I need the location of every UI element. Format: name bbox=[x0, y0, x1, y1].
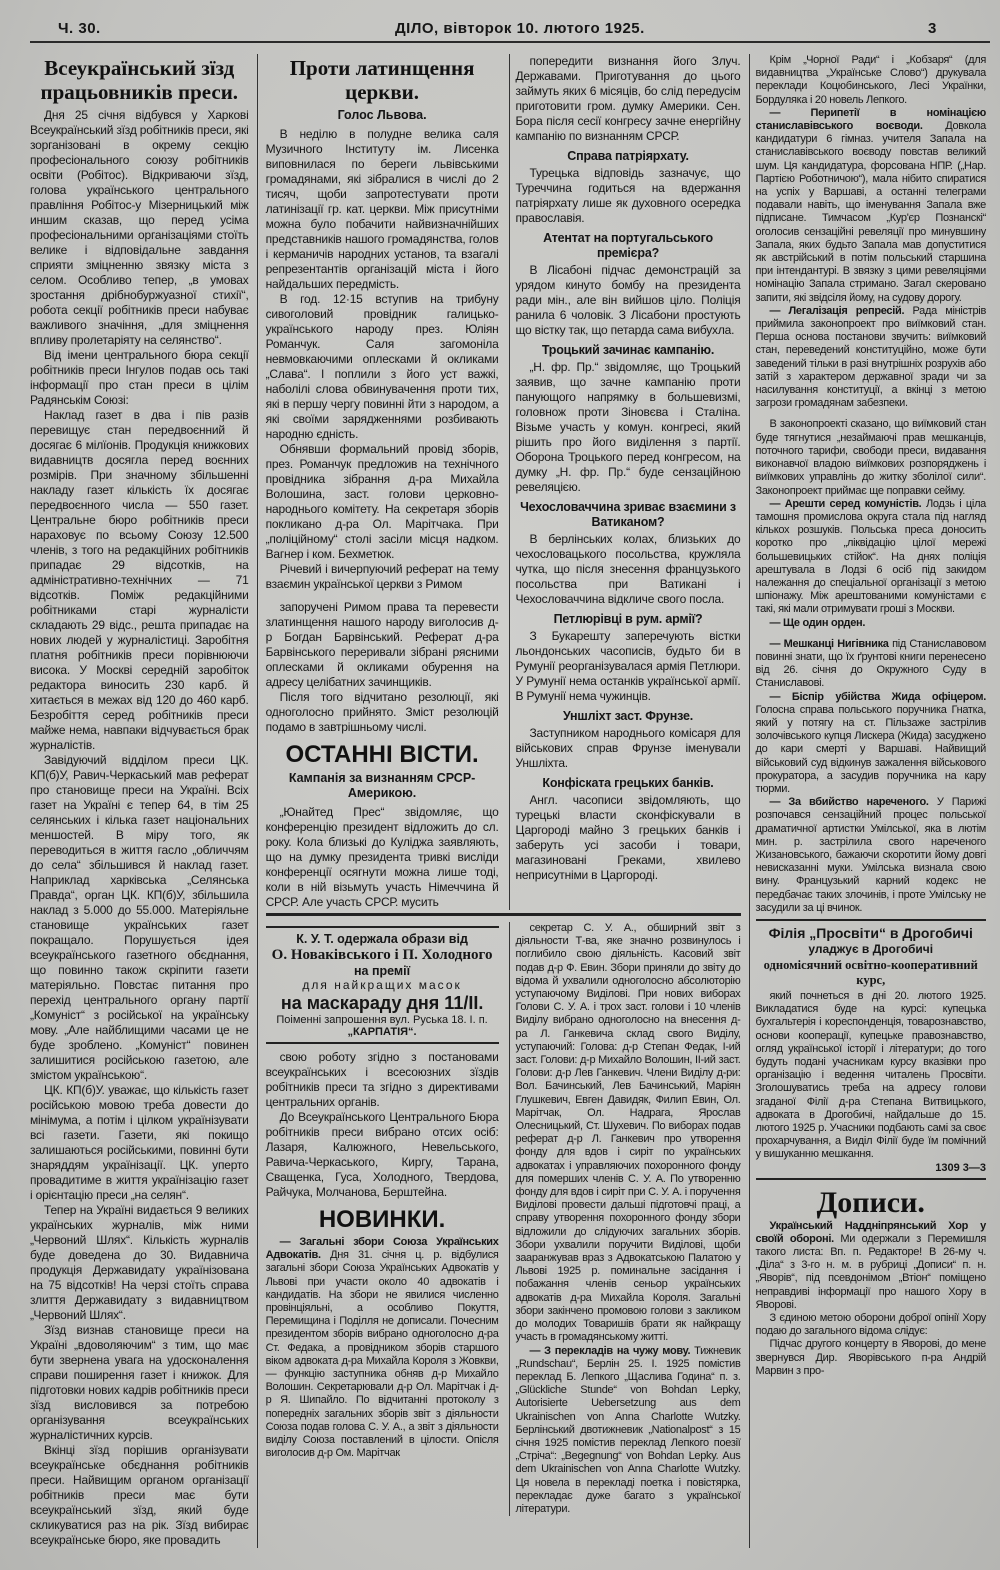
news-headline: Атентат на португальського премієра? bbox=[543, 231, 713, 260]
paragraph bbox=[516, 922, 741, 1345]
article-body bbox=[266, 600, 499, 735]
news-column bbox=[756, 54, 987, 410]
paragraph bbox=[266, 600, 499, 690]
paragraph bbox=[30, 1443, 249, 1548]
paragraph bbox=[516, 166, 741, 226]
paragraph bbox=[30, 1083, 249, 1203]
paragraph bbox=[30, 408, 249, 753]
paragraph-text: З єдиною метою оборони доброї опінії Хору подаю до загального відома слідує: bbox=[755, 1312, 986, 1338]
paragraph-text: В неділю в полудне велика саля Музичного Інституту ім. Лисенка виповнилася по береги львівськими громадянами, які зібралися в числі до 2 тисяч, щоби запротестувати проти латинізації гр. кат. церкви. Між присутніми можна було побачити найвизначнійших представників нашого громадянства, голов і керманичів народних установ, та взагалі репрезентантів організацій міста і його найдальших передмість. bbox=[265, 127, 499, 291]
ad-text: який почнеться в дні 20. лютого 1925. Викладатися буде на курсі: купецька бухгальтерія і кореспонденція, товарознавство, основи кооперації, купецьке правознавство, огляд української історії і літератури; до того будуть подані учасникам курсу вказівки про організацію і ведення читалень Просвіти. Зголошуватись треба на адресу голови згаданої Філії д-ра Степана Витвицького, адвоката в Дрогобичі, найдальше до 15. лютого 1925 р. Учасники подбають самі за своє прохарчування, а Виділ Філії буде їм помічний у вишуканню мешкання. bbox=[755, 990, 986, 1161]
column-2-top bbox=[266, 54, 499, 910]
paragraph bbox=[516, 1345, 741, 1517]
paragraph-text: Ми одержали з Перемишля такого листа: Вп. п. Редакторе! В 26-му ч. „Діла“ з 3-го н. м. в рубриці „Дописи“ п. н. „Яворів“, під псевдонімом „Втіон“ поміщено неправдиві інформації про нашого Хору в Яворові. bbox=[755, 1232, 986, 1311]
column-2-bottom bbox=[266, 922, 499, 1516]
paragraph-text: „Юнайтед Прес“ звідомляє, що конференцію президент відложить до сл. року. Кола близькі до Куліджа заявляють, що на думку президента тривкі висліди конференції осягнути можна лише тоді, коли в ній візьмуть участь Німеччина й СРСР. Але участь СРСР. мусить bbox=[265, 805, 499, 909]
middle-columns bbox=[258, 54, 750, 1548]
ad-title: Філія „Просвіти“ в Дрогобичі bbox=[768, 925, 973, 941]
paragraph-text: Заступником народнього комісаря для військових справ Фрунзе іменували Уншліхта. bbox=[515, 726, 741, 770]
news-column bbox=[756, 418, 987, 629]
paragraph bbox=[266, 292, 499, 442]
paragraph bbox=[516, 629, 741, 704]
paragraph bbox=[266, 690, 499, 735]
paragraph-text: Підчас другого концерту в Яворові, до мене звернувся Дир. Яворівського п-ра Андрій Марвин з про- bbox=[755, 1338, 986, 1377]
paragraph-text: Крім „Чорної Ради“ і „Кобзаря“ (для видавництва „Українське Слово“) друкувала переклади Коцюбинського, Лесі Українки, Бордуляка і 20 новель Лепкого. bbox=[755, 54, 986, 106]
paragraph-lead: — З перекладів на чужу мову. bbox=[529, 1344, 691, 1357]
article-body bbox=[30, 108, 249, 1548]
ad-line: для найкращих масок bbox=[302, 978, 462, 992]
article-title: Всеукраїнський зїзд працьовників преси. bbox=[40, 56, 239, 104]
paragraph-text: ЦК. КП(б)У. уважає, що кількість газет російською мовою треба довести до мінімума, а потім і цілком українізувати всі газети. Газети, які покищо залишаються російськими, повинні бути знаряддям українізації. ЦК. уперто провадитиме в життя українізацію газет і орієнтацію преси „на селян“. bbox=[30, 1083, 249, 1202]
section-rule bbox=[266, 913, 741, 916]
paragraph bbox=[516, 263, 741, 338]
paragraph bbox=[266, 127, 499, 292]
middle-top-row bbox=[266, 54, 741, 910]
paragraph-text: Зїзд визнав становище преси на Україні „вдоволяючим“ з тим, що має бути звернена увага на удосконалення справи поширення газет і книжок. Для підготовки нових кадрів робітників преси зїзд висловився за потребою організування всеукраїнських журналістичних курсів. bbox=[30, 1323, 249, 1442]
paragraph-text: секретар С. У. А., обширний звіт з діяльности Т-ва, яке значно розвинулось і поглибило свою діяльність. Касовий звіт подав д-р Ф. Евин. Збори приняли до звіту до відома й ухвалили одноголосно абсолюторію уступаючому Виділові. При нових виборах Голови С. У. А. і трох заст. голови і 10 членів Виділу вибрано одноголосно на внесення д-ра Л. Ганкевича склад свого Виділу, уступаючий: Голова: д-р Степан Федак, І-ий заст. Голови: д-р Михайло Волошин, ІІ-ий заст. Голови: д-р Лев Ганкевич. Члени Виділу д-ри: Вол. Бачинський, Лев Бачинський, Маріян Глушкевич, Евген Давидяк, Филип Евин, Ол. Марітчак, Ол. Надрага, Ярослав Олесницький, Ст. Шухевич. По виборах подав реферат д-р Л. Ганкевич про утворення фонду для вдов і сиріт по українських адвокатах і управляючих похоронного фонду для померших членів С. У. А. По утворенню фонду для вдов і сиріт при С. У. А. і поручення Виділові провести дальші підготовчі праці, а справу утворення похоронного фонду збори відложили до слідуючих загальних зборів. Збори ухвалили поручити Виділові, щоби зааранжував враз з Адвокатською Палатою у Львові 1925 р. поминальне засідання і побажання членів сеньор українських адвокатів д-ра Михайла Короля. Загальні збори закінчено промовою голови з закликом до молодих Товаришів брати як найкращу участь в громадянському житті. bbox=[515, 922, 741, 1344]
paragraph-text: свою роботу згідно з постановами всеукраїнських і всесоюзних зїздів робітників преси та згідно з директивами центральних органів. bbox=[265, 1050, 499, 1109]
news-headline: Уншліхт заст. Фрунзе. bbox=[562, 709, 694, 723]
paragraph-text: Річевий і вичерпуючий реферат на тему взаємин української церкви з Римом bbox=[265, 562, 499, 591]
paragraph-text: Після того відчитано резолюції, які одноголосно прийнято. Зміст резолюцій подамо в завтрішньому числі. bbox=[265, 690, 499, 734]
column-3-bottom bbox=[509, 922, 741, 1516]
ad-line: О. Новаківського і П. Холодного bbox=[271, 947, 493, 963]
ad-line: „КАРПАТІЯ“. bbox=[347, 1026, 417, 1038]
paragraph-text: В берлінських колах, близьких до чехословацького посольства, кружляла чутка, що після знесення французького посольства при Ватикані і Чехословаччина відкличе свого посла. bbox=[515, 532, 741, 606]
column-1 bbox=[30, 54, 258, 1548]
paragraph-text: Тепер на Україні видається 9 великих українських журналів, між ними „Червоний Шлях“. Кількість журналів буде доведена до 30. Видавнича продукція Державидату українізована на 75 відсотків! На черзі стоїть справа злиття Державидату з видавництвом „Червоний Шлях“. bbox=[30, 1203, 249, 1322]
paragraph bbox=[30, 348, 249, 408]
paragraph-text: В законопроекті сказано, що виїмковий стан буде тягнутися „незаймаючі прав мешканців, поточного тарифи, свободи преси, видавання виконавчої владою виїмкових розпоряджень і виїмкових управлінь до житку зболілої сили“. Законопроект приймає ще поправки сейму. bbox=[755, 418, 986, 497]
article-body bbox=[266, 1050, 499, 1200]
paragraph-text: Довкола кандидатури 6 гімназ. учителя Запала на станиславівського воєводу повстав великий шум. Ця кандидатура, форсована НПР. („Нар. Партією Роботничою“), мала нібито спиратися на успіх у Варшаві, а останні телеграми подавали навіть, що іменування Запала вже підписане. Тимчасом „Кур'єр Познанскі“ оголосив сензаційні ревеляції про минувшину Запала, яких будьто Запала мав допуститися як австрійський в потім польський старшина при інтендантурі. В звязку з цими ревеляціями номінацію Запала стримано. Загал скеровано запити, які звідсіля йому, на судову дорогу. bbox=[755, 120, 986, 304]
spacer bbox=[266, 592, 499, 600]
paragraph bbox=[266, 442, 499, 562]
kut-advertisement bbox=[266, 926, 499, 1044]
paragraph-text: До Всеукраїнського Центрального Бюра робітників преси вибрано отсих осіб: Лазаря, Калюжного, Невельського, Равича-Черкаського, Киргу, Тарана, Сващенка, Гуса, Холодного, Твердова, Райчука, Молчанова, Берштейна. bbox=[265, 1110, 499, 1199]
paragraph bbox=[756, 1312, 987, 1338]
paragraph bbox=[516, 54, 741, 144]
paragraph bbox=[30, 1323, 249, 1443]
paragraph bbox=[266, 805, 499, 910]
news-headline: Чехословаччина зриває взаємини з Ватиканом? bbox=[520, 500, 736, 529]
paragraph-lead: — Мешканці Нигівника bbox=[769, 637, 889, 650]
article-body bbox=[266, 805, 499, 910]
header-rule bbox=[30, 41, 990, 43]
paragraph-text: Дня 25 січня відбувся у Харкові Всеукраїнський зїзд робітників преси, які зорганізовані в окрему секцію професіонального союзу робітників освіти (Робітос). Відкриваючи зїзд, голова українського центрального правління Робітос-у Мізерницький між иншим сказав, що перед усіма професіональними організаціями стоїть велике і відповідальне завдання сприяти зміцненню звязку міста з селом. Особливо тепер, „в умовах зростання дрібнобуржуазної стихії“, робота секції робітників преси набуває важливого значіння, „для зміцнення впливу пролетаріяту на селянство“. bbox=[30, 108, 249, 347]
paragraph bbox=[516, 793, 741, 883]
paragraph bbox=[516, 532, 741, 607]
paragraph-text: Обнявши формальний провід зборів, през. Романчук предложив на технічного провідника зібрання д-ра Михайла Волошина, заст. голови церковно-народнього комітету. На секретаря зборів покликано д-ра Ол. Марітчака. При „поліційному“ столі засіли місця надком. Вагнер і ком. Бехметюк. bbox=[265, 442, 499, 561]
paragraph-text: Голосна справа польського поручника Гнатка, який у потягу на ст. Пільзаже застрілив золочівського купця Лискера (Жида) засуджено до кари смерті у Варшаві. Найвищий військовий суд відкинув зажалення військового прокуратора, а засудив поручника на кару тюрми. bbox=[755, 703, 986, 795]
paragraph-text: В Лісабоні підчас демонстрацій за урядом кинуто бомбу на президента ради мін., але він вийшов ціло. Поліція ранила 6 чоловік. З Лісабони простують що вістку так, що петарда сама вибухла. bbox=[515, 263, 741, 337]
paragraph bbox=[756, 1338, 987, 1378]
news-column bbox=[516, 922, 741, 1516]
news-column bbox=[516, 54, 741, 883]
paragraph-lead: Український Наддніпрянський Хор у своїй обороні. bbox=[755, 1219, 986, 1245]
paragraph-lead: — Загальні збори Союза Українських Адвокатів. bbox=[265, 1236, 499, 1262]
paragraph-text: У Парижі розпочався сензаційний процес польської драматичної артистки Умілської, яка в лютім мин. р. застрілила свого нареченого Жизановського, бажаючи скоротити йому довгі невисказанні муки. Умілська визнала свою вину. Французький карний кодекс не передбачає таких злочинів, і проте Умілську не засудили за ці вчинок. bbox=[755, 796, 987, 914]
paragraph bbox=[756, 796, 987, 915]
paragraph-lead: — Легалізація репресій. bbox=[769, 304, 905, 317]
ad-line: Поіменні запрошення вул. Руська 18. І. п. bbox=[276, 1014, 488, 1026]
paragraph-text: Вкінці зїзд порішив організувати всеукраїнське обєднання робітників преси. Найвищим органом організації робітників преси має бути всеукраїнський зїзд, який буде скликуватися раз на рік. Зїзд вибирає всеукраїнське бюро, яке провадить bbox=[30, 1443, 249, 1547]
news-column bbox=[756, 638, 987, 915]
news-headline: Конфіската грецьких банків. bbox=[542, 776, 714, 790]
paragraph bbox=[516, 726, 741, 771]
ad-line: К. У. Т. одержала образи від bbox=[296, 932, 468, 946]
issue-number: Ч. 30. bbox=[58, 20, 101, 37]
paragraph bbox=[30, 1203, 249, 1323]
paragraph-text: Дня 31. січня ц. р. відбулися загальні збори Союза Українських Адвокатів у Львові при участи около 40 адвокатів і кандидатів. На збори не явилися численно провінціяльні, а особливо Покуття, Перемищина і Поділля не дописали. Почесним президентом зборів вибрано одноголосно д-ра Ст. Федака, а провідником зборів старшого віком адвоката д-ра Михайла Короля з Жовкви, — функцію заступника обняв д-р Михайло Волошин. Секретарювали д-р Ол. Марітчак і д-р Я. Шипайло. По відчитанні протоколу з попередніх загальних зборів звіт з діяльности Союза подав голова С. У. А., а звіт з діяльности виділу Союза поставлений в цілости. Опісля виголосив д-р Ом. Марітчак bbox=[265, 1249, 499, 1460]
paragraph bbox=[756, 617, 987, 630]
ad-line: на маскараду дня 11/II. bbox=[280, 993, 484, 1013]
paragraph bbox=[756, 691, 987, 797]
ad-code: 1309 3—3 bbox=[935, 1161, 986, 1174]
ad-subtitle: уладжує в Дрогобичі bbox=[808, 942, 934, 956]
paragraph bbox=[516, 360, 741, 495]
paragraph-lead: — Перипетії в номінацією станиславівського воєводи. bbox=[755, 106, 986, 133]
paragraph bbox=[30, 108, 249, 348]
ad-course: одномісячний освітно-кооперативний курс, bbox=[763, 958, 978, 987]
paragraph bbox=[266, 562, 499, 592]
paragraph-text: В год. 12·15 вступив на трибуну сивоголовий провідник галицько-українського народу през. Юліян Романчук. Саля загомоніла невмовкаючими оплесками й окликами „Слава“. І поплили з його уст важкі, наболілі слова обвинувачення проти тих, які в першу чергу повинні йти з народом, а які своїми зарядженнями розбивають народню єдність. bbox=[265, 292, 499, 441]
paragraph-text: Лодзь і ціла тамошня промислова округа стала під нагляд кількох розшуків. Польська преса доносить коротко про „ліквідацію цілої мережі большевицьких стійок“. На днях поліція арештувала в Лодзі 6 осіб під закидом належання до спеціальної організації з метою шпіонажу. Між арештованими комуністами є такі, які мали отримувати гроші з Москви. bbox=[755, 497, 986, 616]
paragraph-text: Від імени центрального бюра секції робітників преси Інгулов подав ось такі інформації про стан преси в цілім Радянськім Союзі: bbox=[30, 348, 249, 407]
paragraph-text: „Н. фр. Пр.“ звідомляє, що Троцький заявив, що зачне кампанію проти панующого напрямку в большевизмі, головнож проти Зіновєва і Сталіна. Візьме участь у комун. конгресі, який рішить про його виділення з партії. Оборона Троцького перед конгресом, на думку „Н. фр. Пр.“ буде сензаційною ревеляцією. bbox=[515, 360, 741, 494]
column-3-top bbox=[509, 54, 741, 910]
page-number: 3 bbox=[928, 20, 937, 37]
paragraph-text: Рада міністрів приймила законопроект про виїмковий стан. Перша основа постанови звучить: виїмковий стан, переведений конституційно, може бути заведений тільки в разі внутрішніх розрухів або затій з характером державної зради чи за насилування конституції, а вкінці з метою загрози громадянам забезпеки. bbox=[755, 304, 986, 410]
newspaper-page bbox=[30, 54, 986, 1548]
paragraph-lead: — Арешти серед комуністів. bbox=[769, 497, 922, 510]
paragraph bbox=[756, 418, 987, 497]
news-column bbox=[266, 1236, 499, 1460]
paragraph bbox=[756, 305, 987, 411]
paragraph bbox=[756, 498, 987, 617]
paragraph bbox=[756, 1220, 987, 1312]
paragraph-text: попередити визнання його Злуч. Державами. Приготування до цього займуть яких 6 місяців, бо слід передусім приготовити гром. думку Америки. Сен. Бора після сесії конгресу зачне енергійну кампанію по визнанням СРСР. bbox=[515, 54, 741, 143]
article-subtitle: Кампанія за визнанням СРСР-Америкою. bbox=[288, 771, 476, 800]
paragraph-lead: — Біспір убійства Жида офіцером. bbox=[769, 690, 986, 703]
paragraph-text: Турецька відповідь зазначує, що Туреччина годиться на вдержання патріярхату лише як духовного осередка православія. bbox=[515, 166, 741, 225]
paragraph bbox=[756, 638, 987, 691]
article-title: Проти латинщення церкви. bbox=[289, 56, 475, 104]
paragraph bbox=[756, 54, 987, 107]
article-subtitle: Голос Львова. bbox=[337, 108, 427, 122]
column-4 bbox=[750, 54, 987, 1548]
paragraph-lead: — Ще один орден. bbox=[769, 616, 866, 629]
paragraph-text: Завідуючий відділом преси ЦК. КП(б)У, Равич-Черкаський мав реферат про становище преси на Україні. Всіх газет на Україні є тепер 64, в тім 25 селянських і кілька газет національних меншостей. В міру того, як переводиться в життя гасло „обличчям до села“ збільшився й наклад газет. Наприклад харківська „Селянська Правда“, орган ЦК. КП(б)У, збільшила наклад з 5.000 до 55.000. Матеріяльне становище українських газет покращало. Порушується ідея всеукраїнського газетного обєднання, що повинно також скріпити газети матеріяльно. Повстає питання про перехід центрального органу партії „Комуніст“ з російської на українську мову. „Але найблищими часами це не буде зроблено. „Комуніст“ повинен залишитися російською газетою, але змістом українською“. bbox=[30, 753, 249, 1082]
paragraph-lead: — За вбийство нареченого. bbox=[769, 796, 929, 809]
ad-line: на премії bbox=[353, 964, 411, 978]
section-title: ОСТАННІ ВІСТИ. bbox=[285, 741, 479, 768]
news-column bbox=[756, 1220, 987, 1378]
paragraph-text: під Станиславовом повинні знати, що їх ґрунтові книги перенесено від 26. січня до Окружного Суду в Станиславові. bbox=[755, 637, 986, 690]
paragraph-text: З Букарешту заперечують вістки льондонських часописів, будьто би в Румунії реорганізувалася армія Петлюри. У Румунії нема останків української армії. В Румунії нема чужинців. bbox=[515, 629, 741, 703]
paragraph-text: Англ. часописи звідомляють, що турецькі власти сконфіскували в Царгороді майно 3 грецьких банків і заберуть усі засоби і товари, магазиновані Греками, хвилево неприсутніми в Царгороді. bbox=[515, 793, 741, 882]
paragraph bbox=[756, 107, 987, 305]
paragraph-text: Тижневик „Rundschau“, Берлін 25. I. 1925 помістив переклад Б. Лепкого „Щаслива Година“ п. з. „Glückliche Stunde“ von Bohdan Lepky, Autorisierte Uebersetzung aus dem Ukrainischen von Anna Charlotte Wutzky. Берлінський двотижневик „Nationalpost“ з 15 січня 1925 помістив переклад Лепкого поезії „Стріча“: „Begegnung“ von Bohdan Lepky. Aus dem Ukrainischen von Anna Charlotte Wutzky. Ця новела в перекладі поетка і повістярка, перекладає дуже багато з української літератури. bbox=[515, 1344, 741, 1515]
spacer bbox=[756, 630, 987, 638]
paragraph-text: Наклад газет в два і пів разів перевищує стан передвоєнний й досягає 6 мілїонів. Продукція книжкових видавництв досягла перед воєнних розмірів. При значному збільшенні накладу газет кількість їх досягає передвоєнного числа — 550 газет. Центральне бюро робітників преси нараховує по всьому Союзу 12.500 членів, з того на редакційних робітників припадає 29 відсотків, на адміністративно-технічних — 71 відсотків. Поміж редакційними робітниками старі журналісти складають 29 відс., решта припадає на нових людей у журналістиці. Заробітня платня робітників преси порівнюючи висока. У Москві середній заробіток редактора виносить 230 карб. й хитається в межах від 120 до 460 карб. Безробіття серед робітників преси майже нема, навпаки відчувається брак журналістів. bbox=[30, 408, 249, 752]
news-headline: Троцький зачинає кампанію. bbox=[541, 343, 715, 357]
news-headline: Справа патріярхату. bbox=[567, 149, 689, 163]
middle-bottom-row bbox=[266, 922, 741, 1516]
news-headline: Петлюрівці в рум. армії? bbox=[553, 612, 703, 626]
spacer bbox=[756, 410, 987, 418]
paragraph bbox=[266, 1050, 499, 1110]
prosvita-advertisement bbox=[756, 919, 987, 1180]
paragraph bbox=[266, 1236, 499, 1460]
section-title: Дописи. bbox=[816, 1185, 925, 1219]
paragraph bbox=[30, 753, 249, 1083]
paragraph bbox=[266, 1110, 499, 1200]
article-body bbox=[266, 127, 499, 592]
section-title: НОВИНКИ. bbox=[318, 1206, 446, 1233]
paragraph-text: запоручені Римом права та перевести златинщення нашого народу виголосив д-р Богдан Барвінський. Реферат д-ра Барвінського переривали зібрані рясними оплесками й окликами обурення на адресу целібатних зачинщиків. bbox=[265, 600, 499, 689]
masthead-title: ДІЛО, вівторок 10. лютого 1925. bbox=[395, 20, 645, 37]
